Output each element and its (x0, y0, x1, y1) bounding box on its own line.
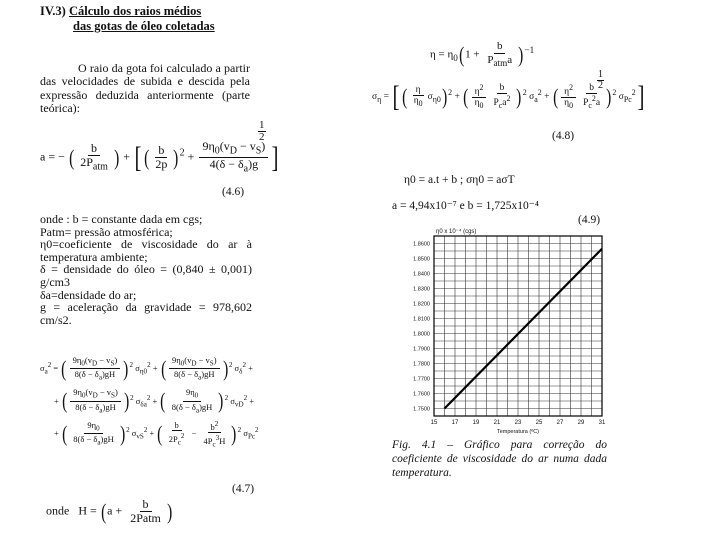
eq-4-8-exponent: 1 2 (598, 69, 603, 91)
y-tick-label: 1.8200 (413, 301, 430, 308)
figure-caption: Fig. 4.1 – Gráfico para correção do coeficiente de viscosidade do ar numa dada temperatura. (392, 439, 607, 479)
definition-eta0: η0=coeficiente de viscosidade do ar à temperatura ambiente; (40, 237, 252, 264)
equation-eta: $\eta = \eta_0(1$ + $\frac{b}{P_{atm}a}$ )$^{-1}$ (430, 40, 535, 69)
constants-line: a = 4,94x10⁻⁷ e b = 1,725x10⁻⁴ (392, 200, 539, 212)
y-tick-label: 1.8100 (413, 316, 430, 323)
y-tick-label: 1.8000 (413, 331, 430, 338)
y-tick-label: 1.8300 (413, 286, 430, 293)
equation-4-7: $\sigma_a^2$ = ( $\frac{9\eta_0(v_D - v_S)}{8(\delta - \delta_a)gH}$ )$^2$ $\sigma_{\eta 0}^2$ + ( $\frac{9\eta_0(v_D - v_S)}{8(\delta - \delta_a)gH}$ )$^2$ $\sigma_\delta^2$ + + ( $\frac{9\eta_0(v_D - v_S)}{8(\delta - \delta_a)gH}$ )$^2$ $\sigma_{\delta a}^2$ + ( $\frac{9\eta_0}{8(\delta - \delta_a)gH}$ )$^2$ $\sigma_{vD}^2$ + + ( $\frac{9\eta_0}{8(\delta - \delta_a)gH}$ )$^2$ $\sigma_{vS}^2$ + ( $\frac{b}{2P_c^2}$ − $\frac{b^2}{4P_c^3H}$ )$^2$ $\sigma_{Pc}^2$ (40, 354, 259, 449)
definition-delta-a: δa=densidade do ar; (40, 287, 137, 302)
definition-delta: δ = densidade do óleo = (0,840 ± 0,001) g/cm3 (40, 262, 252, 289)
definitions-block (40, 213, 252, 326)
eq-4-6-exponent: 1 2 (259, 119, 265, 143)
x-tick-label: 21 (493, 420, 501, 426)
intro-paragraph: O raio da gota foi calculado a partir das velocidades de subida e descida pela expressão deduzida anteriormente (parte teórica): (40, 61, 250, 115)
viscosity-chart (390, 224, 612, 438)
x-tick-label: 23 (514, 420, 522, 426)
x-tick-label: 31 (598, 420, 606, 426)
equation-h: onde H = (a + $\frac{b}{\text{2Patm}}$ ) (46, 497, 173, 525)
y-tick-label: 1.7900 (413, 346, 430, 353)
definition-patm: Patm= pressão atmosférica; (40, 224, 173, 239)
viscosity-relation: η0 = a.t + b ; ση0 = aσT (404, 174, 515, 186)
y-axis-label: η0 x 10⁻⁴ (cgs) (436, 229, 477, 235)
x-tick-label: 27 (556, 420, 564, 426)
equation-label-4-6: (4.6) (222, 186, 245, 198)
x-axis-label: Temperatura (ºC) (496, 429, 540, 435)
y-tick-label: 1.8500 (413, 256, 430, 263)
equation-4-6: a = − ( $\frac{b}{2P_{atm}}$ ) + [ ( $\frac{b}{2p}$ )$^2$ + $\frac{9\eta_0(v_D - v_S)}{4(\delta - \delta_a)g}$ ] (40, 139, 279, 175)
x-tick-label: 19 (472, 420, 480, 426)
equation-label-4-8: (4.8) (552, 130, 575, 142)
y-tick-label: 1.8400 (413, 271, 430, 278)
definition-b: onde : b = constante dada em cgs; (40, 212, 203, 226)
y-tick-label: 1.7600 (413, 391, 430, 398)
x-tick-label: 17 (451, 420, 459, 426)
y-tick-label: 1.7800 (413, 361, 430, 368)
y-tick-label: 1.8600 (413, 241, 430, 248)
y-tick-label: 1.7700 (413, 376, 430, 383)
x-tick-label: 29 (577, 420, 585, 426)
series-line (445, 249, 603, 409)
definition-g: g = aceleração da gravidade = 978,602 cm/s2. (40, 300, 252, 327)
x-tick-label: 15 (430, 420, 438, 426)
section-title: IV.3) Cálculo dos raios médios das gotas de óleo coletadas (40, 4, 215, 33)
equation-label-4-7: (4.7) (232, 483, 255, 495)
y-tick-label: 1.7500 (413, 406, 430, 413)
equation-label-4-9: (4.9) (578, 214, 601, 226)
x-tick-label: 25 (535, 420, 543, 426)
equation-4-8: $\sigma_\eta$ = [ ( $\frac{\eta}{\eta_0}$ $\sigma_{\eta 0})^2$ + ( $\frac{\eta^2}{\eta_0}$ $\frac{b}{P_ca^2}$ )$^2$ $\sigma_a^2$ + ( $\frac{\eta^2}{\eta_0}$ $\frac{b}{P_c^2a}$ )$^2$ $\sigma_{Pc}^2$] (372, 80, 645, 113)
